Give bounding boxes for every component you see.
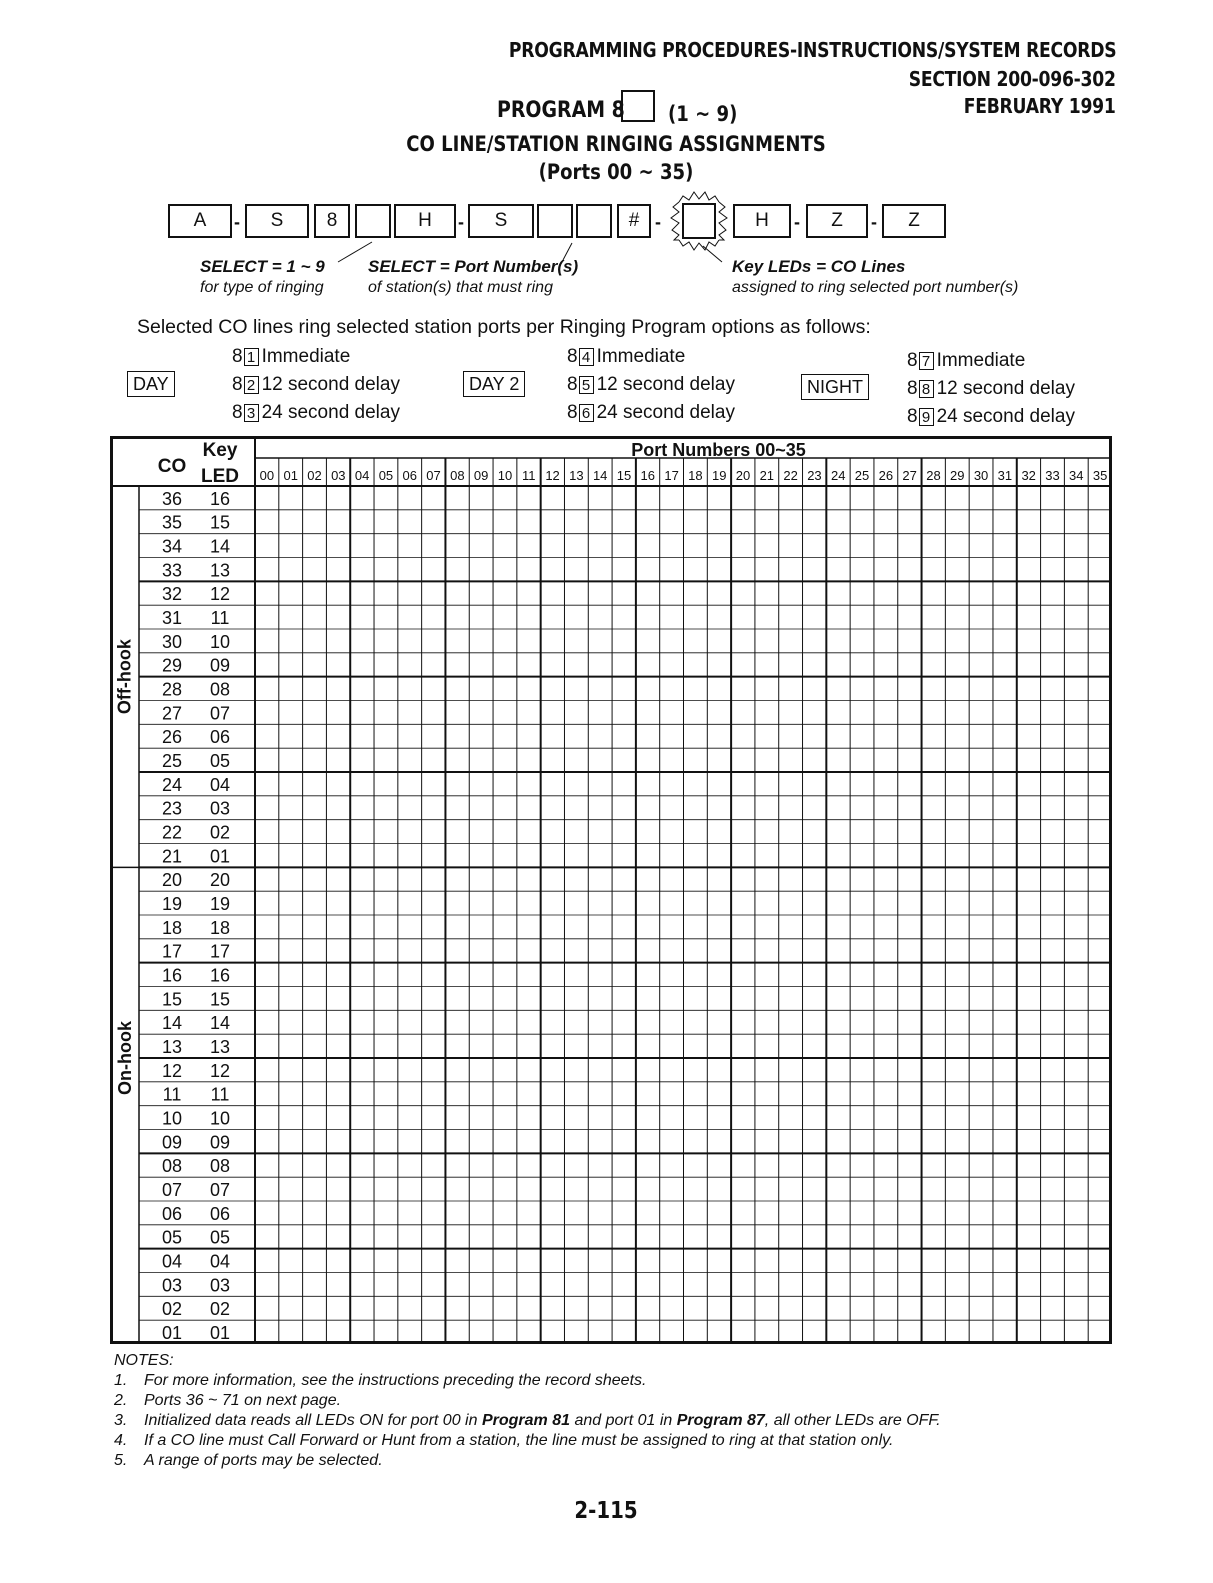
key-led-number: 06 bbox=[209, 1203, 231, 1224]
port-number-label: 21 bbox=[759, 468, 775, 483]
option-prefix: 8 bbox=[567, 346, 578, 367]
key-box: Z bbox=[806, 204, 868, 238]
option-prefix: 8 bbox=[907, 350, 918, 371]
note-item bbox=[114, 1391, 341, 1412]
co-line-number: 16 bbox=[161, 965, 183, 986]
note-text: , all other LEDs are OFF. bbox=[764, 1412, 941, 1429]
key-led-number: 10 bbox=[209, 1108, 231, 1129]
co-line-number: 08 bbox=[161, 1156, 183, 1177]
co-line-number: 15 bbox=[161, 989, 183, 1010]
port-number-label: 32 bbox=[1021, 468, 1036, 483]
key-box: H bbox=[394, 204, 456, 238]
ringing-option bbox=[232, 346, 350, 368]
mode-box-day2: DAY 2 bbox=[463, 371, 525, 397]
key-led-number: 17 bbox=[209, 941, 231, 962]
option-digit: 5 bbox=[579, 376, 594, 394]
option-digit: 6 bbox=[579, 404, 594, 422]
port-number-label: 20 bbox=[735, 468, 751, 483]
port-number-label: 18 bbox=[688, 468, 703, 483]
key-led-number: 18 bbox=[209, 917, 231, 938]
key-led-number: 14 bbox=[209, 1013, 231, 1034]
option-label: 12 second delay bbox=[936, 378, 1075, 399]
key-led-number: 07 bbox=[209, 703, 231, 724]
key-box: H bbox=[733, 204, 791, 238]
co-line-number: 04 bbox=[161, 1251, 183, 1272]
key-led-number: 03 bbox=[209, 1275, 231, 1296]
co-line-number: 09 bbox=[161, 1132, 183, 1153]
program-prefix: PROGRAM 8 bbox=[497, 98, 625, 123]
co-line-number: 18 bbox=[161, 917, 183, 938]
key-led-number: 15 bbox=[209, 989, 231, 1010]
co-line-number: 14 bbox=[161, 1013, 183, 1034]
co-line-number: 12 bbox=[161, 1060, 183, 1081]
port-number-label: 30 bbox=[973, 468, 989, 483]
ports-subtitle: (Ports 00 ~ 35) bbox=[538, 160, 694, 184]
key-box: A bbox=[168, 204, 232, 238]
annotation-port-number: SELECT = Port Number(s) bbox=[368, 257, 579, 276]
annotation-pointers bbox=[0, 0, 1213, 300]
port-number-label: 06 bbox=[402, 468, 417, 483]
ringing-option bbox=[232, 374, 400, 396]
ringing-assignment-grid bbox=[110, 436, 1112, 1344]
option-label: 24 second delay bbox=[261, 402, 400, 423]
header-line-1: PROGRAMMING PROCEDURES-INSTRUCTIONS/SYSTEM RECORDS bbox=[508, 38, 1116, 62]
option-prefix: 8 bbox=[232, 374, 243, 395]
option-prefix: 8 bbox=[567, 374, 578, 395]
option-label: Immediate bbox=[596, 346, 686, 367]
co-line-number: 27 bbox=[161, 703, 183, 724]
port-number-label: 25 bbox=[854, 468, 870, 483]
port-number-label: 10 bbox=[497, 468, 513, 483]
co-line-number: 29 bbox=[161, 655, 183, 676]
ringing-option bbox=[567, 374, 735, 396]
port-number-label: 17 bbox=[664, 468, 679, 483]
co-line-number: 36 bbox=[161, 488, 183, 509]
key-led-number: 09 bbox=[209, 655, 231, 676]
key-dash: - bbox=[871, 212, 877, 232]
port-number-label: 23 bbox=[807, 468, 822, 483]
co-line-number: 23 bbox=[161, 798, 183, 819]
header-date: FEBRUARY 1991 bbox=[964, 94, 1116, 118]
annotation-ringing-type-desc: for type of ringing bbox=[200, 279, 324, 296]
co-line-number: 22 bbox=[161, 822, 183, 843]
co-line-number: 21 bbox=[161, 846, 183, 867]
key-led-number: 14 bbox=[209, 536, 231, 557]
co-line-number: 13 bbox=[161, 1037, 183, 1057]
option-digit: 4 bbox=[579, 348, 594, 366]
co-line-number: 25 bbox=[161, 751, 183, 771]
option-digit: 3 bbox=[244, 404, 259, 422]
key-box: S bbox=[468, 204, 534, 238]
key-led-number: 02 bbox=[209, 822, 231, 843]
key-led-number: 02 bbox=[209, 1299, 231, 1320]
ports-title: Port Numbers 00~35 bbox=[631, 440, 806, 460]
port-number-label: 09 bbox=[473, 468, 489, 483]
note-item bbox=[114, 1371, 646, 1392]
co-line-number: 19 bbox=[161, 894, 183, 914]
port-number-label: 29 bbox=[950, 468, 965, 483]
ringing-option bbox=[907, 406, 1075, 428]
option-label: 24 second delay bbox=[936, 406, 1075, 427]
note-text: and port 01 in bbox=[570, 1412, 677, 1429]
ringing-option bbox=[232, 402, 400, 424]
note-item bbox=[114, 1411, 941, 1432]
program-range: (1 ~ 9) bbox=[668, 102, 738, 126]
key-dash: - bbox=[655, 212, 661, 232]
port-number-label: 15 bbox=[616, 468, 632, 483]
key-led-number: 08 bbox=[209, 1156, 231, 1177]
co-line-number: 07 bbox=[161, 1180, 183, 1200]
key-led-number: 09 bbox=[209, 1132, 231, 1153]
annotation-ringing-type: SELECT = 1 ~ 9 bbox=[200, 257, 325, 276]
note-item bbox=[114, 1451, 383, 1472]
co-line-number: 35 bbox=[161, 512, 183, 533]
note-number: 4. bbox=[114, 1432, 128, 1449]
key-dash: - bbox=[458, 212, 464, 232]
port-number-label: 35 bbox=[1092, 468, 1108, 483]
port-number-label: 31 bbox=[997, 468, 1013, 483]
group-label-onhook: On-hook bbox=[114, 1021, 135, 1095]
key-led-number: 04 bbox=[209, 774, 231, 795]
option-label: Immediate bbox=[936, 350, 1026, 371]
option-prefix: 8 bbox=[232, 346, 243, 367]
ringing-option bbox=[567, 402, 735, 424]
port-number-label: 34 bbox=[1069, 468, 1084, 483]
key-led-number: 04 bbox=[209, 1251, 231, 1272]
key-led-number: 08 bbox=[209, 679, 231, 700]
co-line-number: 20 bbox=[161, 870, 183, 891]
option-digit: 1 bbox=[244, 348, 259, 366]
note-bold-program: Program 81 bbox=[481, 1412, 570, 1429]
port-number-label: 24 bbox=[831, 468, 846, 483]
key-led-number: 15 bbox=[209, 512, 231, 533]
key-box: 8 bbox=[314, 204, 350, 238]
key-led-number: 11 bbox=[210, 608, 230, 628]
option-prefix: 8 bbox=[907, 378, 918, 399]
port-number-label: 13 bbox=[569, 468, 584, 483]
option-digit: 8 bbox=[919, 380, 934, 398]
annotation-port-number-desc: of station(s) that must ring bbox=[368, 279, 553, 296]
port-number-label: 26 bbox=[878, 468, 894, 483]
note-number: 5. bbox=[114, 1452, 128, 1469]
group-label-offhook: Off-hook bbox=[114, 639, 135, 715]
annotation-key-leds-desc: assigned to ring selected port number(s) bbox=[732, 279, 1019, 296]
option-label: 12 second delay bbox=[261, 374, 400, 395]
ringing-option bbox=[567, 346, 685, 368]
co-line-number: 17 bbox=[161, 941, 183, 962]
note-bold-program: Program 87 bbox=[676, 1412, 765, 1429]
option-label: Immediate bbox=[261, 346, 351, 367]
key-led-number: 16 bbox=[209, 965, 231, 986]
co-line-number: 05 bbox=[161, 1227, 183, 1248]
key-led-number: 03 bbox=[209, 798, 231, 819]
page-subtitle: CO LINE/STATION RINGING ASSIGNMENTS bbox=[406, 132, 826, 156]
column-header-led: LED bbox=[201, 466, 239, 487]
ringing-option bbox=[907, 378, 1075, 400]
note-text: If a CO line must Call Forward or Hunt from a station, the line must be assigned to ring at that station only. bbox=[144, 1432, 894, 1449]
co-line-number: 10 bbox=[161, 1108, 183, 1129]
option-prefix: 8 bbox=[907, 406, 918, 427]
port-number-label: 28 bbox=[926, 468, 941, 483]
key-led-number: 16 bbox=[209, 488, 231, 509]
co-line-number: 01 bbox=[161, 1323, 183, 1343]
note-item bbox=[114, 1431, 893, 1452]
port-number-label: 14 bbox=[592, 468, 608, 483]
key-box: # bbox=[617, 204, 651, 238]
option-digit: 7 bbox=[919, 352, 934, 370]
co-line-number: 28 bbox=[161, 679, 183, 700]
key-dash: - bbox=[234, 212, 240, 232]
port-number-label: 04 bbox=[354, 468, 370, 483]
port-number-label: 33 bbox=[1045, 468, 1060, 483]
key-led-number: 13 bbox=[209, 1037, 231, 1057]
key-led-number: 06 bbox=[209, 727, 231, 748]
option-digit: 9 bbox=[919, 408, 934, 426]
column-header-co: CO bbox=[157, 456, 187, 477]
key-dash: - bbox=[794, 212, 800, 232]
key-led-number: 05 bbox=[209, 751, 231, 771]
header-section: SECTION 200-096-302 bbox=[909, 67, 1116, 91]
port-number-label: 12 bbox=[545, 468, 560, 483]
port-number-label: 03 bbox=[331, 468, 346, 483]
co-line-number: 24 bbox=[161, 774, 183, 795]
mode-box-night: NIGHT bbox=[801, 374, 869, 400]
option-digit: 2 bbox=[244, 376, 259, 394]
key-led-number: 01 bbox=[209, 846, 231, 867]
co-line-number: 32 bbox=[161, 584, 183, 605]
key-led-number: 07 bbox=[209, 1180, 231, 1200]
ringing-option bbox=[907, 350, 1025, 372]
co-line-number: 26 bbox=[161, 727, 183, 748]
grid-frame bbox=[112, 438, 1111, 1343]
port-number-label: 27 bbox=[902, 468, 917, 483]
key-led-number: 12 bbox=[209, 584, 231, 605]
co-line-number: 30 bbox=[161, 631, 183, 652]
port-number-label: 07 bbox=[426, 468, 441, 483]
key-led-number: 20 bbox=[209, 870, 231, 891]
key-led-number: 05 bbox=[209, 1227, 231, 1248]
option-label: 24 second delay bbox=[596, 402, 735, 423]
co-line-number: 03 bbox=[161, 1275, 183, 1296]
port-number-label: 16 bbox=[640, 468, 656, 483]
notes-heading: NOTES: bbox=[114, 1352, 174, 1369]
key-led-number: 01 bbox=[209, 1323, 231, 1343]
key-led-number: 12 bbox=[209, 1060, 231, 1081]
port-number-label: 05 bbox=[378, 468, 394, 483]
option-prefix: 8 bbox=[232, 402, 243, 423]
port-number-label: 02 bbox=[307, 468, 322, 483]
note-number: 2. bbox=[114, 1392, 128, 1409]
co-line-number: 33 bbox=[161, 560, 183, 581]
note-text: A range of ports may be selected. bbox=[144, 1452, 383, 1469]
co-line-number: 02 bbox=[161, 1299, 183, 1320]
key-led-number: 10 bbox=[209, 631, 231, 652]
annotation-key-leds: Key LEDs = CO Lines bbox=[732, 257, 906, 276]
co-line-number: 31 bbox=[161, 608, 183, 628]
key-led-number: 19 bbox=[209, 894, 231, 914]
port-number-label: 22 bbox=[783, 468, 798, 483]
column-header-key: Key bbox=[202, 440, 238, 461]
note-number: 3. bbox=[114, 1412, 128, 1429]
note-text: Initialized data reads all LEDs ON for port 00 in bbox=[144, 1412, 482, 1429]
key-box: S bbox=[245, 204, 309, 238]
note-text: Ports 36 ~ 71 on next page. bbox=[144, 1392, 342, 1409]
page-number: 2-115 bbox=[574, 1498, 638, 1524]
port-number-label: 00 bbox=[259, 468, 275, 483]
note-text: For more information, see the instructions preceding the record sheets. bbox=[144, 1372, 647, 1389]
port-number-label: 19 bbox=[711, 468, 727, 483]
mode-box-day: DAY bbox=[127, 371, 175, 397]
co-line-number: 11 bbox=[162, 1084, 182, 1105]
option-label: 12 second delay bbox=[596, 374, 735, 395]
key-box: Z bbox=[882, 204, 946, 238]
port-number-label: 08 bbox=[450, 468, 465, 483]
key-led-number: 11 bbox=[210, 1084, 230, 1105]
port-number-label: 11 bbox=[522, 468, 536, 483]
key-led-number: 13 bbox=[209, 560, 231, 581]
option-prefix: 8 bbox=[567, 402, 578, 423]
port-number-label: 01 bbox=[283, 468, 298, 483]
note-number: 1. bbox=[114, 1372, 128, 1389]
co-line-number: 06 bbox=[161, 1203, 183, 1224]
intro-text: Selected CO lines ring selected station ports per Ringing Program options as follows: bbox=[137, 316, 871, 338]
co-line-number: 34 bbox=[161, 536, 183, 557]
